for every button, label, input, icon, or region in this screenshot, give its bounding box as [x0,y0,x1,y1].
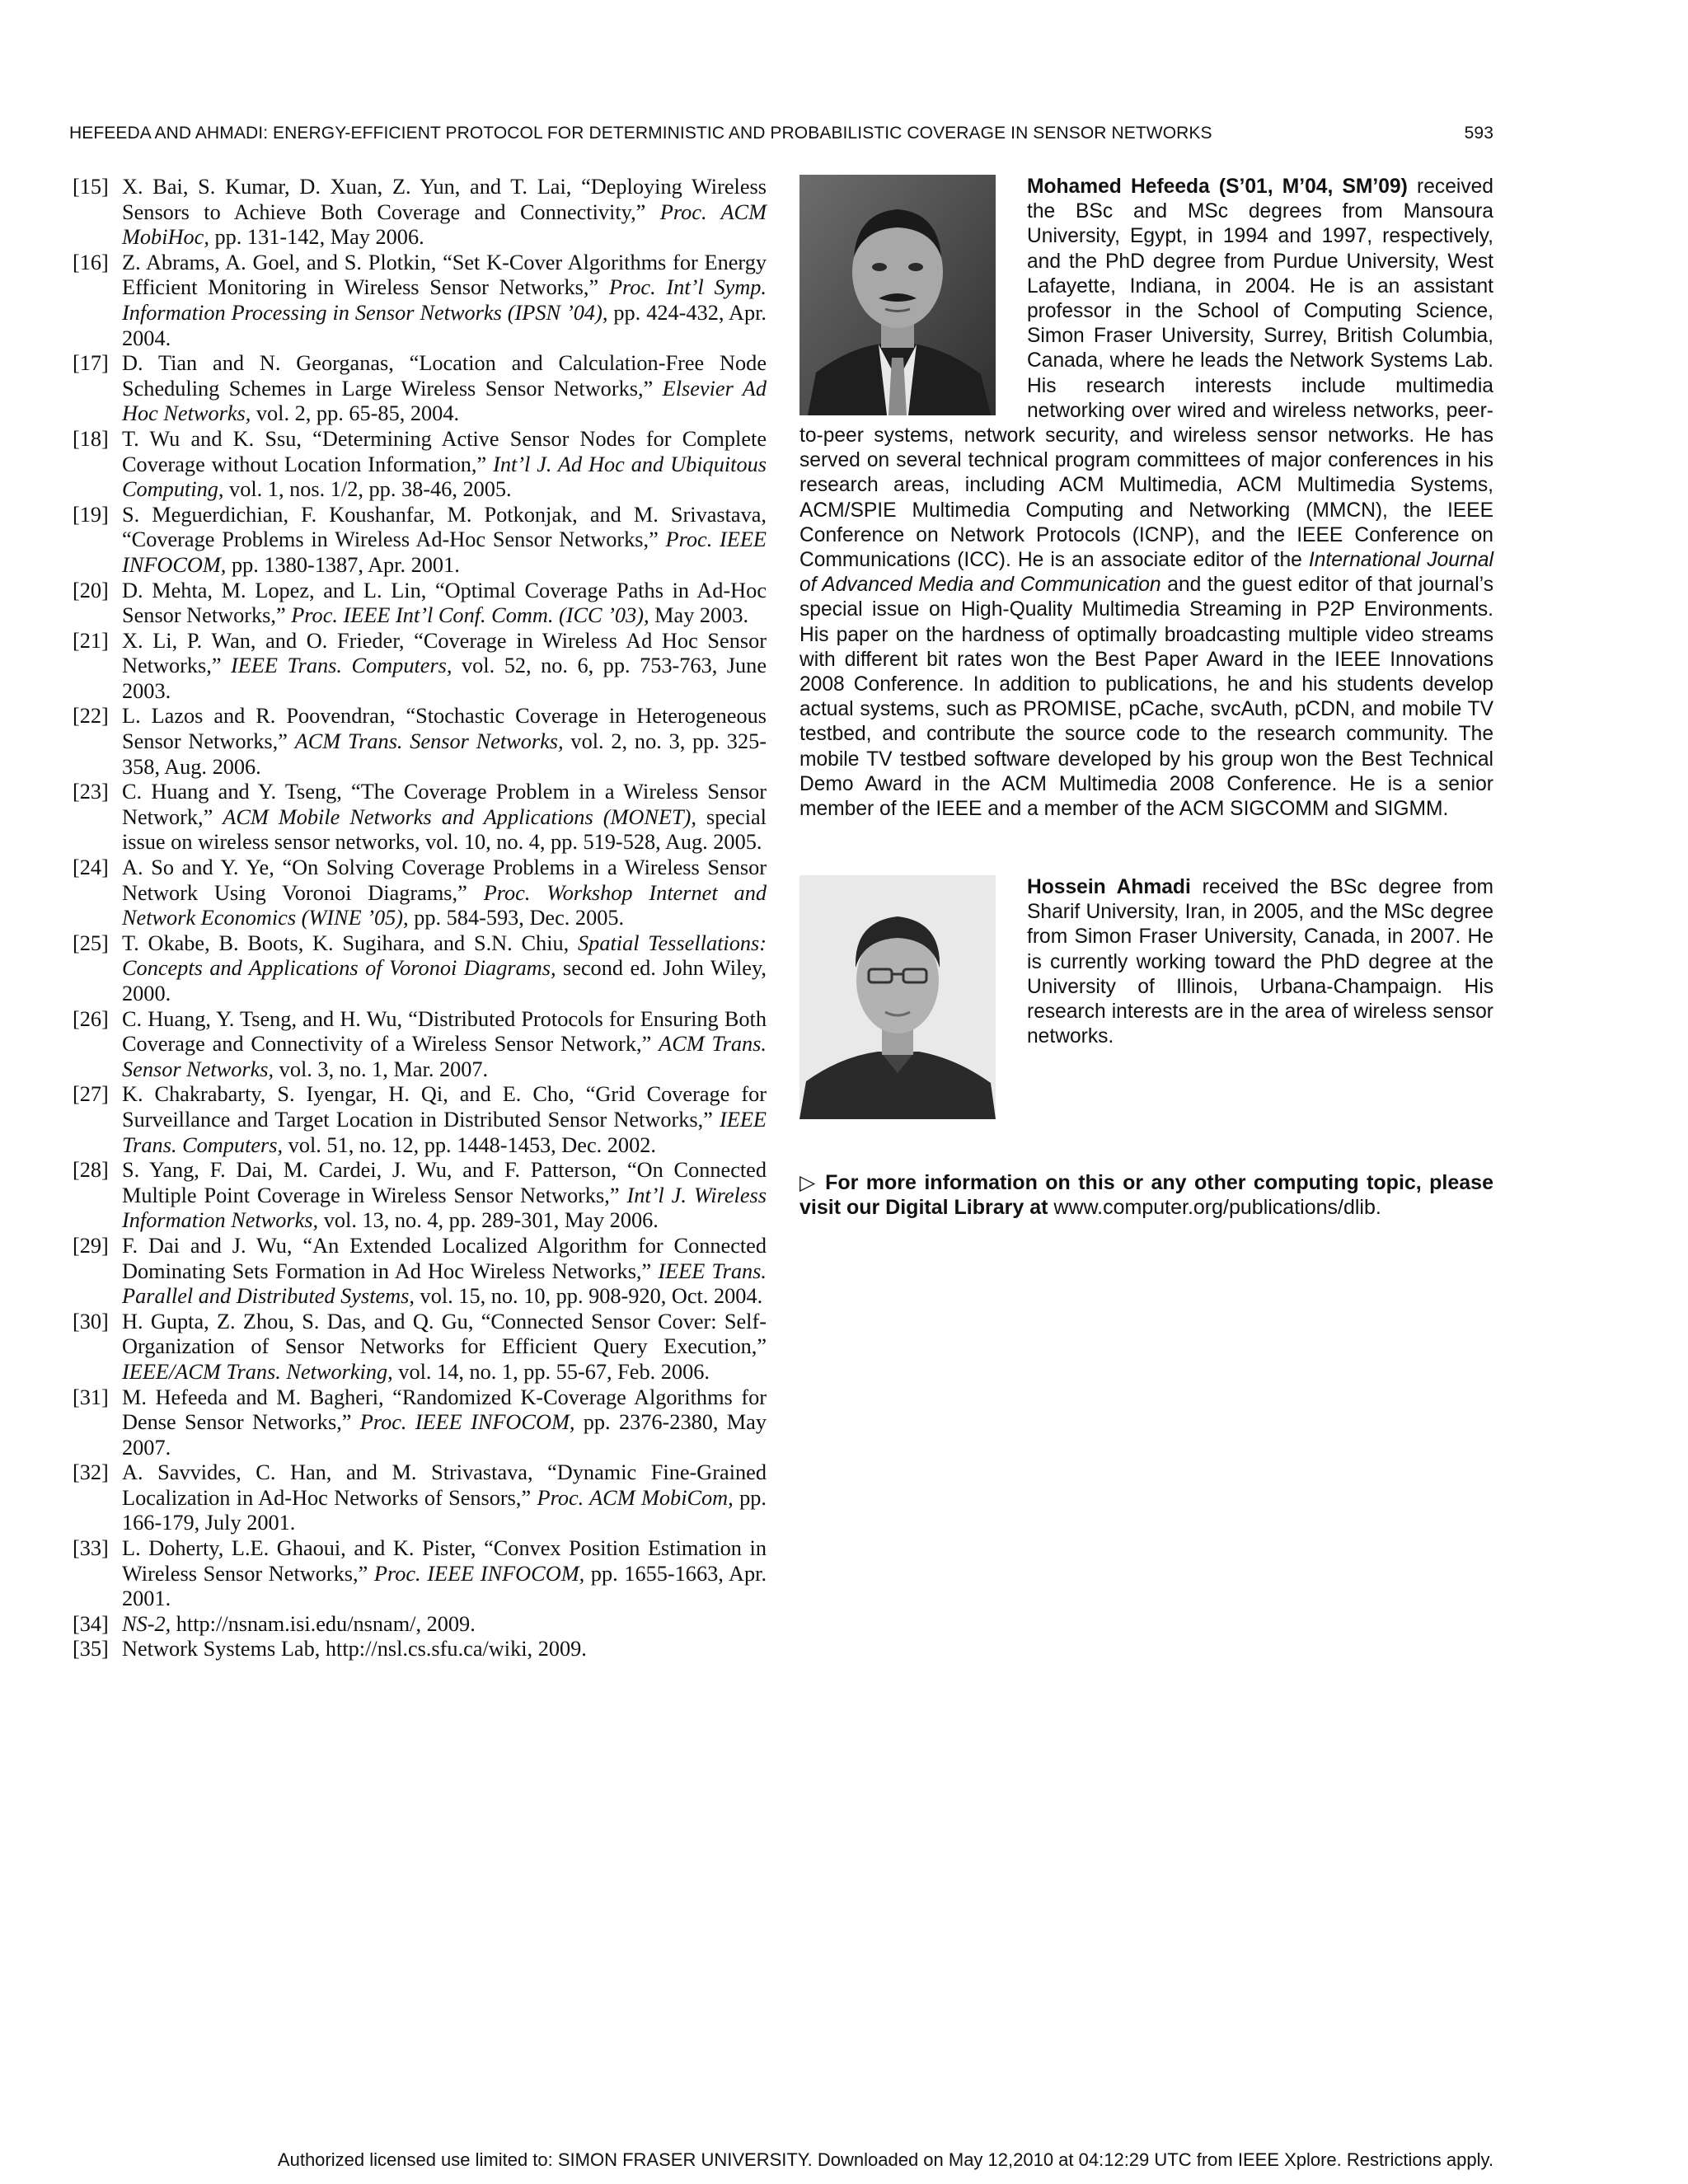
reference-details: vol. 2, no. 3, pp. 325-358, Aug. 2006. [122,729,767,779]
author-name-ahmadi: Hossein Ahmadi [1027,876,1191,898]
reference-item [73,1082,767,1158]
reference-details: pp. 1655-1663, Apr. 2001. [122,1561,767,1611]
reference-text [122,1234,767,1310]
reference-item [73,1385,767,1461]
reference-text [122,427,767,503]
reference-text [122,1385,767,1461]
reference-label: [29] [73,1233,109,1258]
reference-authors-title: A. So and Y. Ye, “On Solving Coverage Problems in a Wireless Sensor Network Using Voronoi Diagrams,” [122,855,767,905]
reference-venue: Proc. IEEE Int’l Conf. Comm. (ICC ’03), [291,603,649,628]
reference-details: vol. 3, no. 1, Mar. 2007. [274,1057,489,1081]
reference-label: [23] [73,780,109,804]
reference-venue: Spatial Tessellations: Concepts and Applications of Voronoi Diagrams, [122,930,767,981]
reference-details: vol. 15, no. 10, pp. 908-920, Oct. 2004. [414,1284,763,1309]
reference-item [73,931,767,1007]
reference-label: [19] [73,502,109,527]
reference-label: [24] [73,855,109,880]
reference-label: [15] [73,175,109,199]
reference-label: [26] [73,1006,109,1031]
reference-authors-title: A. Savvides, C. Han, and M. Strivastava, “Dynamic Fine-Grained Localization in Ad-Hoc Networks of Sensors,” [122,1460,767,1510]
reference-venue: IEEE Trans. Parallel and Distributed Systems, [122,1258,767,1309]
reference-text [122,855,767,931]
author-bio-ahmadi [799,875,1493,1124]
reference-authors-title: C. Huang, Y. Tseng, and H. Wu, “Distributed Protocols for Ensuring Both Coverage and Connectivity of a Wireless Sensor Network,” [122,1006,767,1057]
reference-list [73,175,767,1662]
reference-venue: Proc. IEEE INFOCOM, [373,1561,585,1586]
reference-item [73,427,767,503]
author-bio-hefeeda [799,175,1493,822]
reference-venue: Int’l J. Wireless Information Networks, [122,1183,767,1233]
reference-label: [18] [73,426,109,451]
reference-venue: IEEE Trans. Computers, [122,1107,767,1157]
reference-venue: ACM Trans. Sensor Networks, [122,1032,767,1081]
reference-item [73,855,767,931]
reference-authors-title: X. Li, P. Wan, and O. Frieder, “Coverage in Wireless Ad Hoc Sensor Networks,” [122,628,767,678]
reference-item [73,1536,767,1612]
bio-journal-hefeeda: International Journal of Advanced Media and Communication [799,549,1493,597]
reference-item [73,1460,767,1536]
reference-text [122,629,767,705]
page-number: 593 [1464,124,1493,143]
reference-text [122,704,767,780]
reference-details: vol. 14, no. 1, pp. 55-67, Feb. 2006. [392,1359,710,1384]
license-footer: Authorized licensed use limited to: SIMON FRASER UNIVERSITY. Downloaded on May 12,2010 at 04:12:29 UTC from IEEE Xplore. Restrictions apply. [277,2149,1493,2170]
reference-item [73,175,767,251]
reference-venue: ACM Mobile Networks and Applications (MONET), [223,804,696,829]
reference-venue: Int’l J. Ad Hoc and Ubiquitous Computing, [122,452,767,502]
reference-details: pp. 424-432, Apr. 2004. [122,300,767,350]
reference-venue: Proc. Int’l Symp. Information Processing in Sensor Networks (IPSN ’04), [122,275,767,325]
reference-details: pp. 131-142, May 2006. [209,225,424,250]
reference-authors-title: S. Meguerdichian, F. Koushanfar, M. Potkonjak, and M. Srivastava, “Coverage Problems in Wireless Ad-Hoc Sensor Networks,” [122,502,767,552]
author-photo-ahmadi [799,875,996,1119]
reference-text [122,503,767,579]
reference-label: [32] [73,1460,109,1485]
reference-authors-title: C. Huang and Y. Tseng, “The Coverage Problem in a Wireless Sensor Network,” [122,780,767,829]
reference-label: [31] [73,1385,109,1409]
reference-label: [30] [73,1309,109,1333]
reference-venue: IEEE Trans. Computers, [231,654,452,678]
reference-text [122,780,767,855]
reference-venue: Proc. IEEE INFOCOM, [359,1410,575,1435]
reference-text [122,351,767,427]
reference-authors-title: Z. Abrams, A. Goel, and S. Plotkin, “Set K-Cover Algorithms for Energy Efficient Monitoring in Wireless Sensor Networks,” [122,250,767,300]
reference-label: [20] [73,578,109,602]
reference-label: [16] [73,250,109,274]
reference-label: [25] [73,930,109,955]
reference-authors-title: F. Dai and J. Wu, “An Extended Localized Algorithm for Connected Dominating Sets Formation in Ad Hoc Wireless Networks,” [122,1233,767,1283]
bio-text-hefeeda-2: and the guest editor of that journal’s special issue on High-Quality Multimedia Streaming in P2P Environments. His paper on the hardness of optimally broadcasting multiple video streams with different bit rates won the Best Paper Award in the IEEE Innovations 2008 Conference. In addition to publications, he and his students develop actual systems, such as PROMISE, pCache, svcAuth, pCDN, and mobile TV testbed, and contribute the source code to the research community. The mobile TV testbed software developed by his group won the Best Technical Demo Award in the ACM Multimedia 2008 Conference. He is a senior member of the IEEE and a member of the ACM SIGCOMM and SIGMM. [799,574,1493,821]
bio-text-ahmadi: received the BSc degree from Sharif University, Iran, in 2005, and the MSc degree from Simon Fraser University, Canada, in 2007. He is currently working toward the PhD degree at the University of Illinois, Urbana-Champaign. His research interests are in the area of wireless sensor networks. [1027,876,1494,1048]
reference-item [73,1007,767,1083]
reference-item [73,351,767,427]
reference-authors-title: D. Mehta, M. Lopez, and L. Lin, “Optimal Coverage Paths in Ad-Hoc Sensor Networks,” [122,578,767,628]
reference-authors-title: T. Wu and K. Ssu, “Determining Active Sensor Nodes for Complete Coverage without Location Information,” [122,426,767,476]
reference-details: vol. 51, no. 12, pp. 1448-1453, Dec. 2002. [283,1132,656,1157]
reference-authors-title: D. Tian and N. Georganas, “Location and Calculation-Free Node Scheduling Schemes in Large Wireless Sensor Networks,” [122,351,767,401]
reference-item [73,579,767,629]
reference-text [122,931,767,1007]
reference-label: [33] [73,1536,109,1561]
reference-text [122,1310,767,1385]
reference-details: pp. 1380-1387, Apr. 2001. [226,552,460,577]
reference-label: [34] [73,1611,109,1636]
reference-authors-title: T. Okabe, B. Boots, K. Sugihara, and S.N. Chiu, [122,930,579,955]
reference-details: pp. 2376-2380, May 2007. [122,1410,767,1460]
reference-text [122,1637,767,1662]
reference-details: pp. 584-593, Dec. 2005. [408,906,625,930]
reference-item [73,503,767,579]
reference-label: [28] [73,1158,109,1183]
reference-authors-title: M. Hefeeda and M. Bagheri, “Randomized K-Coverage Algorithms for Dense Sensor Networks,” [122,1385,767,1435]
reference-item [73,1158,767,1234]
reference-authors-title: L. Lazos and R. Poovendran, “Stochastic Coverage in Heterogeneous Sensor Networks,” [122,704,767,754]
reference-details: May 2003. [649,603,749,628]
reference-label: [17] [73,351,109,376]
reference-details: special issue on wireless sensor networks, vol. 10, no. 4, pp. 519-528, Aug. 2005. [122,804,767,855]
bio-text-hefeeda-1: received the BSc and MSc degrees from Mansoura University, Egypt, in 1994 and 1997, respectively, and the PhD degree from Purdue University, West Lafayette, Indiana, in 2004. He is an assistant professor in the School of Computing Science, Simon Fraser University, Surrey, British Columbia, Canada, where he leads the Network Systems Lab. His research interests include multimedia networking over wired and wireless networks, peer-to-peer systems, network security, and wireless sensor networks. He has served on several technical program committees of major conferences in his research areas, including ACM Multimedia, ACM Multimedia Systems, ACM/SPIE Multimedia Computing and Networking (MMCN), the IEEE Conference on Network Protocols (ICNP), and the IEEE Conference on Communications (ICC). He is an associate editor of the [799,176,1493,572]
reference-item [73,704,767,780]
reference-text [122,1536,767,1612]
reference-item [73,1234,767,1310]
reference-item [73,251,767,351]
reference-text [122,1612,767,1638]
running-head [69,124,1493,143]
author-photo-hefeeda [799,175,996,415]
reference-details: pp. 166-179, July 2001. [122,1485,767,1535]
reference-text [122,1158,767,1234]
more-info-bold-text: For more information on this or any other computing topic, please visit our Digital Library at [799,1171,1493,1219]
reference-details: http://nsnam.isi.edu/nsnam/, 2009. [171,1611,476,1636]
reference-item [73,780,767,855]
running-title: HEFEEDA AND AHMADI: ENERGY-EFFICIENT PROTOCOL FOR DETERMINISTIC AND PROBABILISTIC COVERAGE IN SENSOR NETWORKS [69,124,1212,143]
reference-label: [35] [73,1637,109,1661]
triangle-arrow-icon: ▷ [799,1171,818,1194]
author-name-hefeeda: Mohamed Hefeeda (S’01, M’04, SM’09) [1027,176,1408,198]
reference-text [122,175,767,251]
reference-authors-title: S. Yang, F. Dai, M. Cardei, J. Wu, and F. Patterson, “On Connected Multiple Point Coverage in Wireless Sensor Networks,” [122,1158,767,1207]
reference-item [73,629,767,705]
reference-venue: Elsevier Ad Hoc Networks, [122,376,767,426]
reference-venue: Proc. Workshop Internet and Network Economics (WINE ’05), [122,880,767,930]
reference-venue: ACM Trans. Sensor Networks, [294,729,564,754]
reference-venue: Proc. ACM MobiCom, [537,1485,734,1510]
reference-details: vol. 13, no. 4, pp. 289-301, May 2006. [318,1208,659,1233]
more-info-note [799,1170,1493,1220]
reference-authors-title: H. Gupta, Z. Zhou, S. Das, and Q. Gu, “Connected Sensor Cover: Self-Organization of Sensor Networks for Efficient Query Execution,” [122,1309,767,1359]
reference-label: [27] [73,1082,109,1107]
reference-venue: NS-2, [122,1611,171,1636]
reference-authors-title: L. Doherty, L.E. Ghaoui, and K. Pister, “Convex Position Estimation in Wireless Sensor Networks,” [122,1536,767,1586]
reference-item [73,1310,767,1385]
reference-details: vol. 52, no. 6, pp. 753-763, June 2003. [122,654,767,703]
reference-authors-title: Network Systems Lab, http://nsl.cs.sfu.ca/wiki, 2009. [122,1637,587,1661]
reference-authors-title: K. Chakrabarty, S. Iyengar, H. Qi, and E. Cho, “Grid Coverage for Surveillance and Target Location in Distributed Sensor Networks,” [122,1082,767,1132]
reference-label: [21] [73,628,109,653]
reference-item [73,1612,767,1638]
reference-item [73,1637,767,1662]
digital-library-link[interactable]: www.computer.org/publications/dlib. [1048,1196,1381,1219]
reference-venue: Proc. IEEE INFOCOM, [122,527,767,577]
reference-text [122,1460,767,1536]
reference-label: [22] [73,704,109,729]
reference-text [122,579,767,629]
reference-details: vol. 1, nos. 1/2, pp. 38-46, 2005. [223,477,512,502]
reference-venue: Proc. ACM MobiHoc, [122,199,767,250]
reference-authors-title: X. Bai, S. Kumar, D. Xuan, Z. Yun, and T. Lai, “Deploying Wireless Sensors to Achieve Both Coverage and Connectivity,” [122,175,767,224]
reference-text [122,251,767,351]
reference-venue: IEEE/ACM Trans. Networking, [122,1359,393,1384]
reference-details: second ed. John Wiley, 2000. [122,956,767,1005]
reference-text [122,1007,767,1083]
reference-details: vol. 2, pp. 65-85, 2004. [251,401,460,426]
reference-text [122,1082,767,1158]
